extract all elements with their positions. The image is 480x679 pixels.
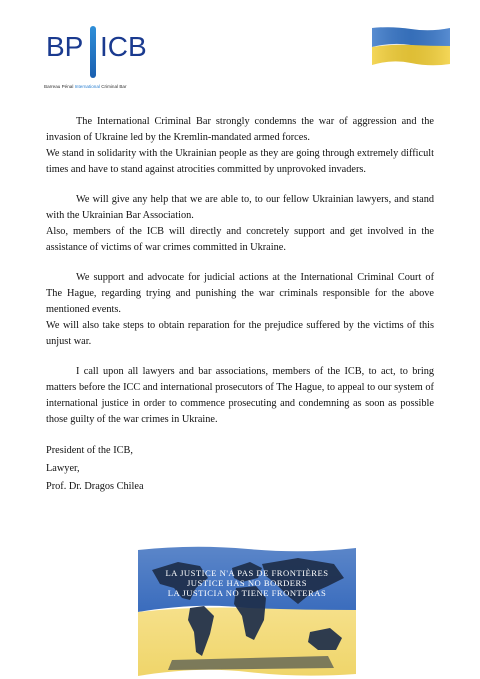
logo-icb-text: ICB [100, 31, 147, 62]
letter-body [46, 114, 434, 496]
paragraph-1-first: The International Criminal Bar strongly condemns the war of aggression and the invasion of Ukraine led by the Kremlin-mandated armed forces. [46, 116, 434, 143]
paragraph-2-first: We will give any help that we are able to, to our fellow Ukrainian lawyers, and stand with the Ukrainian Bar Association. [46, 194, 434, 221]
icb-logo [44, 26, 148, 92]
paragraph-2-rest: Also, members of the ICB will directly and concretely support and get involved in the assistance of victims of war crimes committed in Ukraine. [46, 226, 434, 253]
signature-title: President of the ICB, [46, 445, 133, 456]
paragraph-3-first: We support and advocate for judicial actions at the International Criminal Court of The Hague, regarding trying and punishing the war criminals responsible for the above mentioned events. [46, 272, 434, 315]
ukraine-flag-icon [372, 26, 450, 66]
signature-role: Lawyer, [46, 463, 80, 474]
logo-subtitle-fr: Barreau Pénal [44, 84, 75, 89]
paragraph-1 [46, 114, 434, 178]
logo-subtitle-intl: International [74, 84, 102, 89]
signature-block [46, 442, 434, 496]
world-map-banner [138, 544, 356, 678]
logo-subtitle-en: Criminal Bar [101, 84, 127, 89]
paragraph-1-rest: We stand in solidarity with the Ukrainian people as they are going through extremely difficult times and have to stand against atrocities committed by unprovoked invaders. [46, 148, 434, 175]
banner-line-fr: LA JUSTICE N'A PAS DE FRONTIÈRES [165, 568, 329, 578]
logo-bar-mark [90, 26, 96, 78]
logo-subtitle [44, 84, 164, 89]
paragraph-2 [46, 192, 434, 256]
banner-line-es: LA JUSTICIA NO TIENE FRONTERAS [167, 588, 327, 598]
paragraph-4 [46, 364, 434, 428]
paragraph-3 [46, 270, 434, 350]
logo-bp-text: BP [46, 31, 84, 62]
banner-line-en: JUSTICE HAS NO BORDERS [186, 578, 308, 588]
paragraph-3-rest: We will also take steps to obtain reparation for the prejudice suffered by the victims of this unjust war. [46, 320, 434, 347]
paragraph-4-first: I call upon all lawyers and bar associations, members of the ICB, to act, to bring matters before the ICC and international prosecutors of The Hague, to appeal to our system of international justice in order to commence prosecuting and condemning as soon as possible those guilty of the war crimes in Ukraine. [46, 366, 434, 425]
signature-name: Prof. Dr. Dragos Chilea [46, 481, 144, 492]
